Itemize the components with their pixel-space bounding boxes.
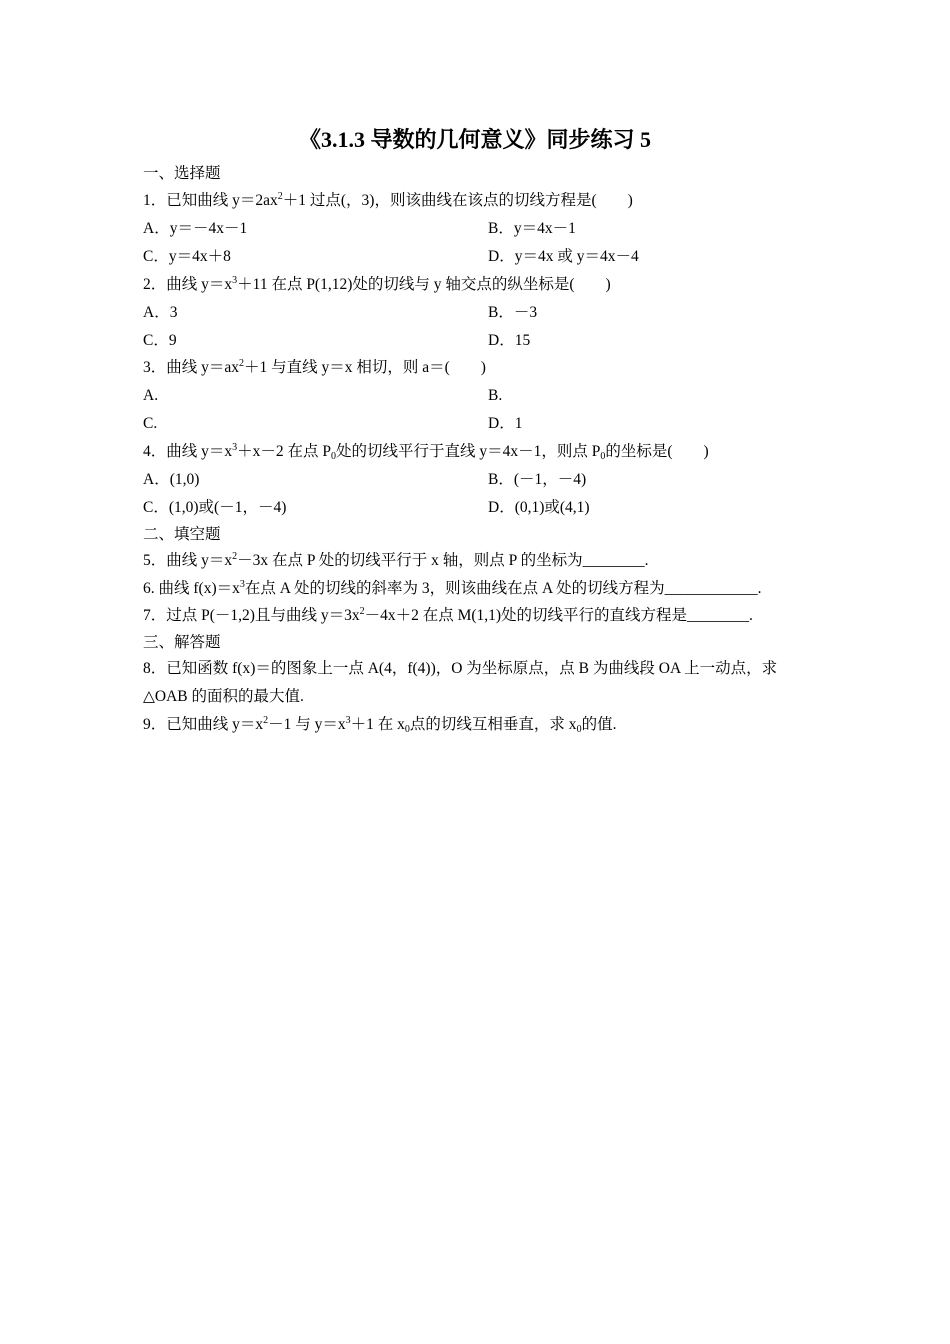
question-8-line-1: 8．已知函数 f(x)＝的图象上一点 A(4，f(4))，O 为坐标原点，点 B 为曲线段 OA 上一动点，求 xyxy=(143,660,778,677)
question-text: 在点 A 处的切线的斜率为 3，则该曲线在点 A 处的切线方程为____________. xyxy=(244,580,762,597)
q4-option-b: B．(－1，－4) xyxy=(488,471,587,488)
question-5 xyxy=(143,550,648,572)
question-text: 2．曲线 y＝x xyxy=(143,276,233,293)
section-heading-solve: 三、解答题 xyxy=(143,634,221,651)
superscript: 3 xyxy=(232,275,238,286)
question-text: 7．过点 P(－1,2)且与曲线 y＝3x xyxy=(143,607,360,624)
superscript: 3 xyxy=(345,715,351,726)
q3-option-a: A. xyxy=(143,387,159,404)
subscript: 0 xyxy=(576,724,582,735)
superscript: 2 xyxy=(277,191,283,202)
q4-option-d: D．(0,1)或(4,1) xyxy=(488,499,590,516)
q1-option-a: A．y＝－4x－1 xyxy=(143,220,248,237)
question-text: 3．曲线 y＝ax xyxy=(143,359,240,376)
question-text: ＋1 在 x xyxy=(350,716,405,733)
subscript: 0 xyxy=(404,724,410,735)
question-text: ＋1 过点(，3)，则该曲线在该点的切线方程是( ) xyxy=(282,192,633,209)
question-3 xyxy=(143,357,486,379)
q2-option-a: A．3 xyxy=(143,304,178,321)
question-2 xyxy=(143,274,611,296)
superscript: 2 xyxy=(239,358,245,369)
q1-option-b: B．y＝4x－1 xyxy=(488,220,576,237)
section-heading-fill: 二、填空题 xyxy=(143,526,221,543)
question-text: 5．曲线 y＝x xyxy=(143,552,233,569)
question-6 xyxy=(143,578,762,600)
question-text: 6. 曲线 f(x)＝x xyxy=(143,580,240,597)
question-text: 4．曲线 y＝x xyxy=(143,443,233,460)
q4-option-a: A．(1,0) xyxy=(143,471,200,488)
superscript: 2 xyxy=(359,606,365,617)
question-text: 处的切线平行于直线 y＝4x－1，则点 P xyxy=(336,443,601,460)
q1-option-d: D．y＝4x 或 y＝4x－4 xyxy=(488,248,639,265)
page-title: 《3.1.3 导数的几何意义》同步练习 5 xyxy=(298,127,651,152)
q2-option-c: C．9 xyxy=(143,332,177,349)
question-1 xyxy=(143,190,633,212)
question-text: ＋11 在点 P(1,12)处的切线与 y 轴交点的纵坐标是( ) xyxy=(237,276,611,293)
q3-option-b: B. xyxy=(488,387,503,404)
q4-option-c: C．(1,0)或(－1，－4) xyxy=(143,499,287,516)
question-4 xyxy=(143,441,709,463)
question-text: 1．已知曲线 y＝2ax xyxy=(143,192,278,209)
question-text: 的坐标是( ) xyxy=(605,443,709,460)
question-text: 9．已知曲线 y＝x xyxy=(143,716,264,733)
subscript: 0 xyxy=(600,451,606,462)
question-7 xyxy=(143,605,753,627)
question-text: 的值. xyxy=(581,716,617,733)
subscript: 0 xyxy=(331,451,337,462)
q2-option-b: B．－3 xyxy=(488,304,538,321)
question-text: －3x 在点 P 处的切线平行于 x 轴，则点 P 的坐标为________. xyxy=(237,552,649,569)
question-text: ＋x－2 在点 P xyxy=(237,443,332,460)
q3-option-c: C. xyxy=(143,415,158,432)
question-8-line-2: △OAB 的面积的最大值. xyxy=(143,688,304,705)
question-text: －4x＋2 在点 M(1,1)处的切线平行的直线方程是________. xyxy=(364,607,753,624)
question-9 xyxy=(143,714,616,736)
q3-option-d: D．1 xyxy=(488,415,523,432)
q2-option-d: D．15 xyxy=(488,332,531,349)
question-text: ＋1 与直线 y＝x 相切，则 a＝( ) xyxy=(244,359,486,376)
superscript: 2 xyxy=(232,551,238,562)
superscript: 3 xyxy=(232,442,238,453)
q1-option-c: C．y＝4x＋8 xyxy=(143,248,231,265)
question-text: －1 与 y＝x xyxy=(268,716,346,733)
superscript: 3 xyxy=(239,579,245,590)
question-text: 点的切线互相垂直，求 x xyxy=(409,716,577,733)
section-heading-choice: 一、选择题 xyxy=(143,165,221,182)
superscript: 2 xyxy=(263,715,269,726)
